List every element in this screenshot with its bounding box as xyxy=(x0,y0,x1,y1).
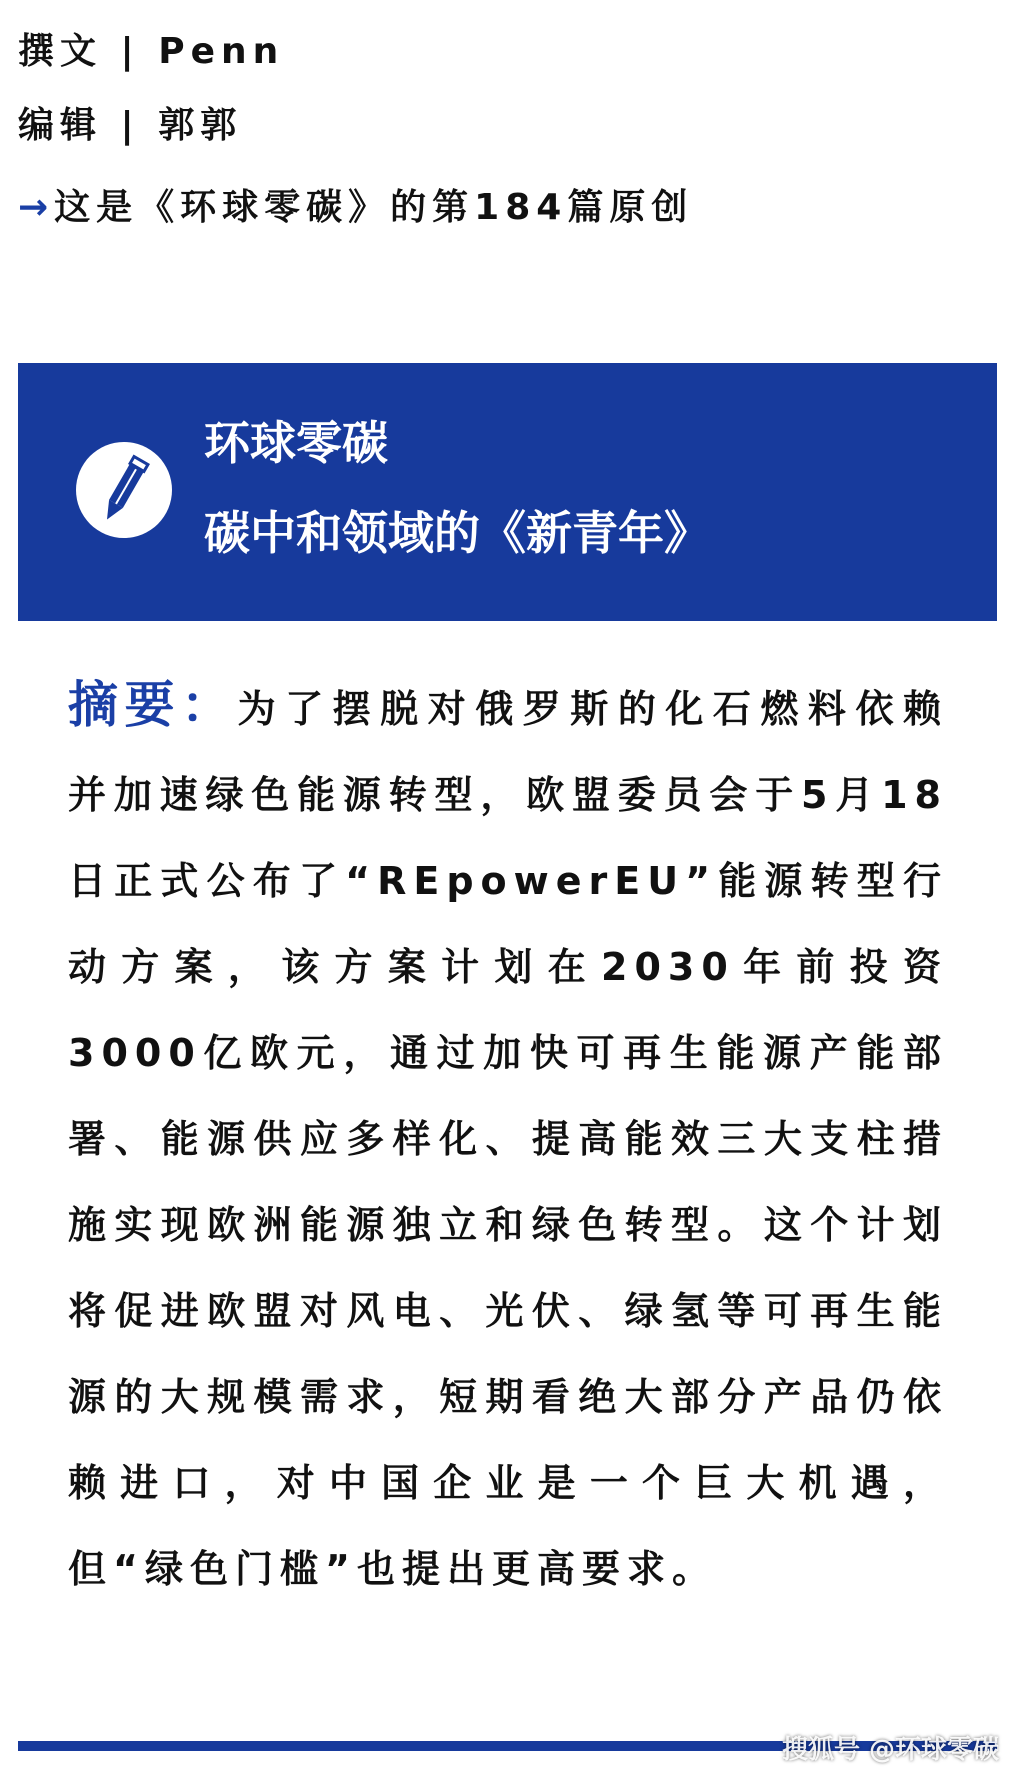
editor-line: 编辑 | 郭郭 xyxy=(18,105,243,146)
abstract-text: 为了摆脱对俄罗斯的化石燃料依赖并加速绿色能源转型，欧盟委员会于5月18日正式公布了“REpowerEU”能源转型行动方案，该方案计划在2030年前投资3000亿欧元，通过加快可再生能源产能部署、能源供应多样化、提高能效三大支柱措施实现欧洲能源独立和绿色转型。这个计划将促进欧盟对风电、光伏、绿氢等可再生能源的大规模需求，短期看绝大部分产品仍依赖进口，对中国企业是一个巨大机遇，但“绿色门槛”也提出更高要求。 xyxy=(68,687,948,1591)
pencil-icon xyxy=(76,442,172,538)
source-watermark: 搜狐号 @环球零碳 xyxy=(781,1735,999,1765)
original-count-line xyxy=(18,186,693,230)
brand-slogan: 碳中和领域的《新青年》 xyxy=(204,506,710,560)
original-count-text: 这是《环球零碳》的第184篇原创 xyxy=(54,187,694,228)
author-line: 撰文 | Penn xyxy=(18,31,285,72)
brand-banner xyxy=(18,363,997,621)
abstract-label: 摘要： xyxy=(68,676,238,734)
arrow-right-icon: → xyxy=(18,187,49,228)
brand-title: 环球零碳 xyxy=(204,416,388,470)
abstract-paragraph xyxy=(68,662,948,1612)
